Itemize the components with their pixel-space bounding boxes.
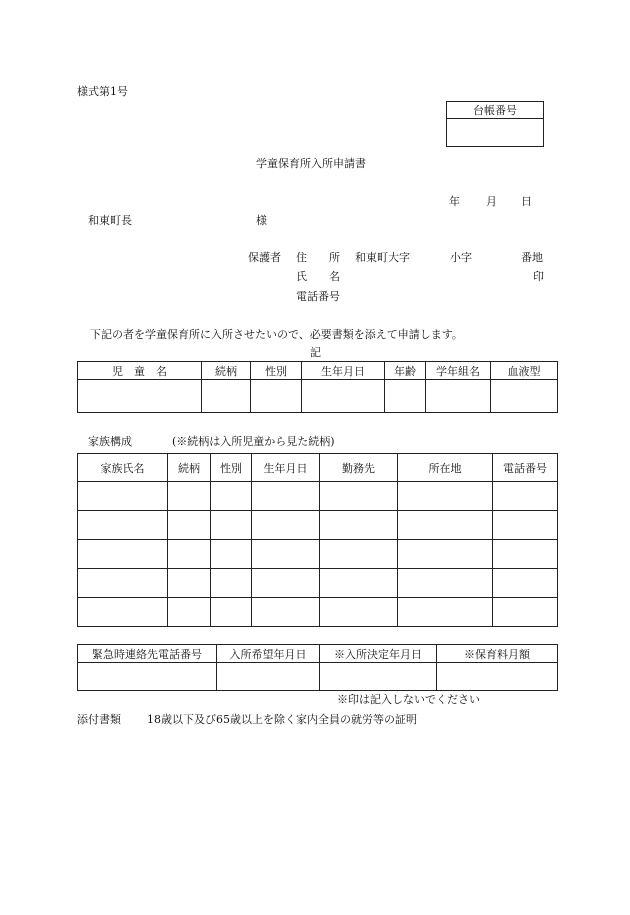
family-gender-cell[interactable]	[211, 598, 252, 627]
ledger-number-label: 台帳番号	[447, 102, 544, 119]
addressee: 和東町長	[88, 214, 132, 227]
date-day-label: 日	[521, 195, 532, 208]
child-name-header: 児 童 名	[78, 362, 202, 380]
family-location-cell[interactable]	[398, 511, 493, 540]
family-location-header: 所在地	[398, 454, 493, 482]
child-gender-cell[interactable]	[251, 380, 302, 413]
child-birthdate-header: 生年月日	[302, 362, 385, 380]
family-workplace-cell[interactable]	[320, 569, 398, 598]
emergency-table	[77, 644, 558, 691]
family-workplace-header: 勤務先	[320, 454, 398, 482]
family-birthdate-cell[interactable]	[252, 482, 320, 511]
seal-note: ※印は記入しないでください	[337, 693, 480, 706]
family-workplace-cell[interactable]	[320, 482, 398, 511]
child-relation-cell[interactable]	[202, 380, 251, 413]
monthly-fee-cell[interactable]	[437, 663, 558, 691]
table-row	[78, 380, 558, 413]
family-birthdate-cell[interactable]	[252, 511, 320, 540]
family-phone-cell[interactable]	[493, 569, 558, 598]
family-phone-cell[interactable]	[493, 540, 558, 569]
table-row	[78, 598, 558, 627]
family-phone-header: 電話番号	[493, 454, 558, 482]
decision-date-cell[interactable]	[320, 663, 437, 691]
emergency-phone-header: 緊急時連絡先電話番号	[78, 645, 217, 663]
family-birthdate-cell[interactable]	[252, 569, 320, 598]
ledger-number-field[interactable]	[447, 119, 544, 147]
child-age-cell[interactable]	[385, 380, 426, 413]
family-phone-cell[interactable]	[493, 598, 558, 627]
desired-date-header: 入所希望年月日	[217, 645, 320, 663]
guardian-label: 保護者	[248, 251, 281, 264]
ledger-number-box	[446, 101, 544, 147]
table-row	[78, 663, 558, 691]
child-gender-header: 性別	[251, 362, 302, 380]
family-relation-cell[interactable]	[168, 540, 211, 569]
monthly-fee-header: ※保育料月額	[437, 645, 558, 663]
application-statement: 下記の者を学童保育所に入所させたいので、必要書類を添えて申請します。	[90, 328, 463, 341]
child-grade-cell[interactable]	[426, 380, 491, 413]
family-name-cell[interactable]	[78, 598, 168, 627]
address-label: 住 所	[296, 251, 340, 264]
family-relation-cell[interactable]	[168, 598, 211, 627]
child-name-cell[interactable]	[78, 380, 202, 413]
family-relation-cell[interactable]	[168, 511, 211, 540]
seal-label: 印	[533, 270, 544, 283]
family-name-cell[interactable]	[78, 482, 168, 511]
emergency-phone-cell[interactable]	[78, 663, 217, 691]
family-workplace-cell[interactable]	[320, 540, 398, 569]
decision-date-header: ※入所決定年月日	[320, 645, 437, 663]
family-gender-cell[interactable]	[211, 569, 252, 598]
attachment-text: 18歳以下及び65歳以上を除く家内全員の就労等の証明	[147, 713, 417, 726]
child-age-header: 年齢	[385, 362, 426, 380]
family-gender-cell[interactable]	[211, 482, 252, 511]
family-note: (※続柄は入所児童から見た続柄)	[172, 435, 335, 448]
family-name-cell[interactable]	[78, 540, 168, 569]
family-location-cell[interactable]	[398, 569, 493, 598]
phone-label: 電話番号	[296, 290, 340, 303]
table-row	[78, 569, 558, 598]
family-relation-cell[interactable]	[168, 569, 211, 598]
family-location-cell[interactable]	[398, 482, 493, 511]
family-name-header: 家族氏名	[78, 454, 168, 482]
child-relation-header: 続柄	[202, 362, 251, 380]
family-name-cell[interactable]	[78, 511, 168, 540]
family-gender-cell[interactable]	[211, 511, 252, 540]
table-row	[78, 540, 558, 569]
ki-label: 記	[310, 346, 321, 359]
family-phone-cell[interactable]	[493, 482, 558, 511]
desired-date-cell[interactable]	[217, 663, 320, 691]
family-birthdate-cell[interactable]	[252, 540, 320, 569]
date-year-label: 年	[449, 195, 460, 208]
family-phone-cell[interactable]	[493, 511, 558, 540]
name-label: 氏 名	[296, 270, 340, 283]
family-heading: 家族構成	[88, 435, 132, 448]
date-month-label: 月	[486, 195, 497, 208]
family-location-cell[interactable]	[398, 598, 493, 627]
family-gender-header: 性別	[211, 454, 252, 482]
address-prefix: 和東町大字	[355, 251, 410, 264]
form-number: 様式第1号	[77, 85, 128, 98]
family-relation-cell[interactable]	[168, 482, 211, 511]
family-birthdate-header: 生年月日	[252, 454, 320, 482]
family-workplace-cell[interactable]	[320, 598, 398, 627]
family-workplace-cell[interactable]	[320, 511, 398, 540]
family-name-cell[interactable]	[78, 569, 168, 598]
family-birthdate-cell[interactable]	[252, 598, 320, 627]
attachment-label: 添付書類	[77, 713, 121, 726]
family-table	[77, 453, 558, 627]
form-title: 学童保育所入所申請書	[256, 157, 366, 170]
child-bloodtype-cell[interactable]	[491, 380, 558, 413]
family-gender-cell[interactable]	[211, 540, 252, 569]
addressee-suffix: 様	[256, 214, 267, 227]
child-grade-header: 学年組名	[426, 362, 491, 380]
table-row	[78, 511, 558, 540]
family-relation-header: 続柄	[168, 454, 211, 482]
table-row	[78, 482, 558, 511]
child-table	[77, 361, 558, 413]
address-banchi-label: 番地	[521, 251, 543, 264]
family-location-cell[interactable]	[398, 540, 493, 569]
address-koaza-label: 小字	[450, 251, 472, 264]
child-birthdate-cell[interactable]	[302, 380, 385, 413]
child-bloodtype-header: 血液型	[491, 362, 558, 380]
